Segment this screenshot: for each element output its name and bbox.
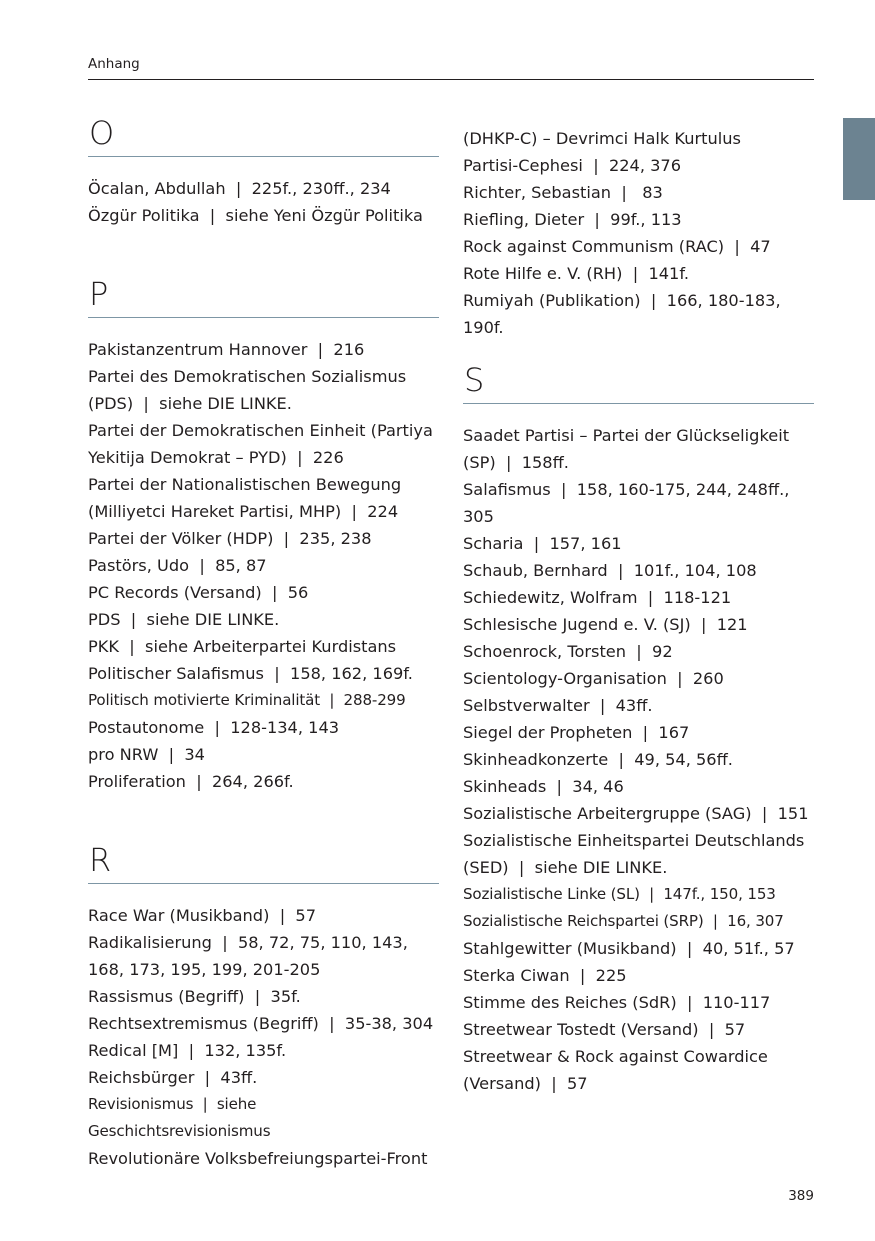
- index-entry: Salafismus | 158, 160-175, 244, 248ff.,: [463, 480, 790, 499]
- index-entry: Saadet Partisi – Partei der Glückseligkeit: [463, 426, 790, 445]
- section-rule: [88, 883, 439, 884]
- index-entry: Revolutionäre Volksbefreiungspartei-Front: [88, 1149, 428, 1168]
- index-entry: Sozialistische Arbeitergruppe (SAG) | 151: [463, 804, 809, 823]
- index-entry: Redical [M] | 132, 135f.: [88, 1041, 287, 1060]
- index-entry: Rassismus (Begriff) | 35f.: [88, 987, 301, 1006]
- chapter-thumb-tab: [843, 118, 875, 200]
- index-entry: Richter, Sebastian | 83: [463, 183, 663, 202]
- index-entry: Yekitija Demokrat – PYD) | 226: [88, 448, 344, 467]
- index-entry: Stahlgewitter (Musikband) | 40, 51f., 57: [463, 939, 795, 958]
- section-gap: [463, 341, 815, 360]
- index-entry: Sozialistische Linke (SL) | 147f., 150, 153: [463, 885, 776, 903]
- section-letter: S: [464, 361, 485, 399]
- index-section-s: [463, 360, 815, 1097]
- index-entry: (Versand) | 57: [463, 1074, 588, 1093]
- index-entry: Partei der Völker (HDP) | 235, 238: [88, 529, 372, 548]
- index-entry: Schlesische Jugend e. V. (SJ) | 121: [463, 615, 748, 634]
- index-entry: Pastörs, Udo | 85, 87: [88, 556, 267, 575]
- index-section-p: [88, 274, 440, 795]
- index-entry: Siegel der Propheten | 167: [463, 723, 690, 742]
- page-number: 389: [788, 1188, 814, 1204]
- section-rule: [463, 403, 814, 404]
- index-entry: pro NRW | 34: [88, 745, 205, 764]
- index-entry: Politischer Salafismus | 158, 162, 169f.: [88, 664, 413, 683]
- index-entry: Partei des Demokratischen Sozialismus: [88, 367, 407, 386]
- index-entry: PC Records (Versand) | 56: [88, 583, 309, 602]
- index-entry: Streetwear & Rock against Cowardice: [463, 1047, 768, 1066]
- index-entry: (SED) | siehe DIE LINKE.: [463, 858, 668, 877]
- entry-list: [88, 336, 440, 795]
- index-entry: PKK | siehe Arbeiterpartei Kurdistans: [88, 637, 397, 656]
- section-gap: [88, 229, 440, 274]
- index-entry: Scharia | 157, 161: [463, 534, 622, 553]
- index-entry: Sterka Ciwan | 225: [463, 966, 627, 985]
- index-entry: Schaub, Bernhard | 101f., 104, 108: [463, 561, 757, 580]
- index-entry: Revisionismus | siehe Geschichtsrevisionismus: [88, 1095, 271, 1140]
- index-entry: Schoenrock, Torsten | 92: [463, 642, 673, 661]
- index-entry: Sozialistische Reichspartei (SRP) | 16, 307: [463, 912, 784, 930]
- running-header: Anhang: [88, 56, 140, 72]
- index-entry: Proliferation | 264, 266f.: [88, 772, 294, 791]
- index-entry: Öcalan, Abdullah | 225f., 230ff., 234: [88, 179, 391, 198]
- index-section-o: [88, 113, 440, 229]
- header-rule: [88, 79, 814, 80]
- index-entry: (DHKP-C) – Devrimci Halk Kurtulus: [463, 129, 741, 148]
- index-entry: Riefling, Dieter | 99f., 113: [463, 210, 682, 229]
- index-entry: Rechtsextremismus (Begriff) | 35-38, 304: [88, 1014, 434, 1033]
- index-entry: Skinheadkonzerte | 49, 54, 56ff.: [463, 750, 733, 769]
- section-letter: R: [89, 841, 112, 879]
- index-entry: Race War (Musikband) | 57: [88, 906, 317, 925]
- index-entry: Reichsbürger | 43ff.: [88, 1068, 258, 1087]
- index-entry: Streetwear Tostedt (Versand) | 57: [463, 1020, 746, 1039]
- index-entry: Stimme des Reiches (SdR) | 110-117: [463, 993, 771, 1012]
- section-rule: [88, 156, 439, 157]
- index-entry: Partei der Nationalistischen Bewegung: [88, 475, 402, 494]
- entry-list: [88, 175, 440, 229]
- index-entry: Selbstverwalter | 43ff.: [463, 696, 653, 715]
- index-entry: Partei der Demokratischen Einheit (Partiya: [88, 421, 433, 440]
- index-entry: Rumiyah (Publikation) | 166, 180-183,: [463, 291, 781, 310]
- index-entry: Rock against Communism (RAC) | 47: [463, 237, 771, 256]
- index-column-left: [88, 113, 440, 1172]
- index-entry: (SP) | 158ff.: [463, 453, 569, 472]
- index-entry: PDS | siehe DIE LINKE.: [88, 610, 280, 629]
- index-column-right: [463, 125, 815, 1097]
- section-letter: P: [89, 275, 109, 313]
- section-gap: [88, 795, 440, 840]
- section-letter: O: [89, 114, 115, 152]
- index-entry: Postautonome | 128-134, 143: [88, 718, 340, 737]
- index-entry: Özgür Politika | siehe Yeni Özgür Politika: [88, 206, 423, 225]
- index-entry: 190f.: [463, 318, 504, 337]
- index-entry: Politisch motivierte Kriminalität | 288-299: [88, 691, 406, 709]
- index-entry: (PDS) | siehe DIE LINKE.: [88, 394, 292, 413]
- index-entry: Partisi-Cephesi | 224, 376: [463, 156, 682, 175]
- index-section-r: [88, 840, 440, 1172]
- index-entry: Pakistanzentrum Hannover | 216: [88, 340, 365, 359]
- index-entry: 168, 173, 195, 199, 201-205: [88, 960, 321, 979]
- entry-list: [463, 422, 815, 1097]
- index-entry: 305: [463, 507, 494, 526]
- entry-list: [88, 902, 440, 1172]
- index-entry: Rote Hilfe e. V. (RH) | 141f.: [463, 264, 690, 283]
- continued-entry-list: [463, 125, 815, 341]
- index-entry: (Milliyetci Hareket Partisi, MHP) | 224: [88, 502, 399, 521]
- index-entry: Radikalisierung | 58, 72, 75, 110, 143,: [88, 933, 408, 952]
- index-entry: Scientology-Organisation | 260: [463, 669, 724, 688]
- index-entry: Skinheads | 34, 46: [463, 777, 624, 796]
- index-entry: Schiedewitz, Wolfram | 118-121: [463, 588, 732, 607]
- section-rule: [88, 317, 439, 318]
- index-entry: Sozialistische Einheitspartei Deutschlands: [463, 831, 805, 850]
